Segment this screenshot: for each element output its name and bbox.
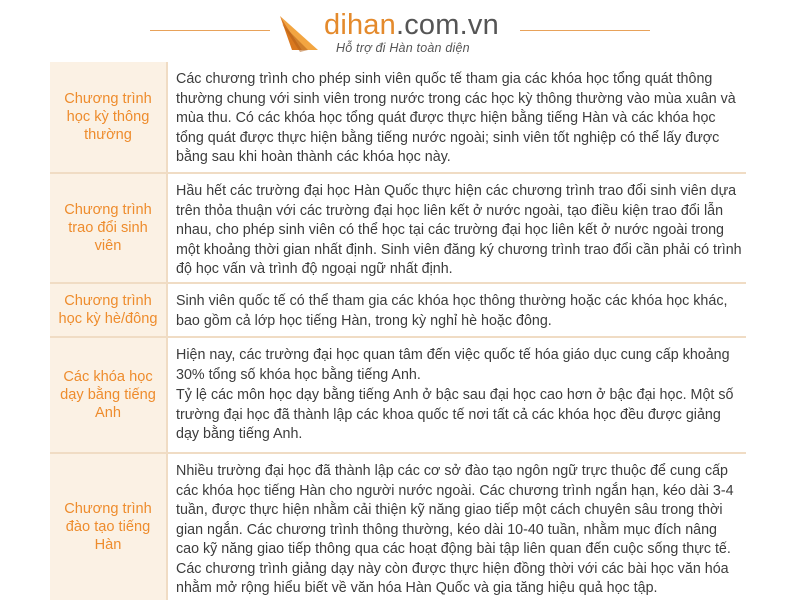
description-paragraph: Hiện nay, các trường đại học quan tâm đến việc quốc tế hóa giáo dục cung cấp khoảng 30% tổng số khóa học bằng tiếng Anh. xyxy=(176,347,730,383)
program-name: Các khóa học dạy bằng tiếng Anh xyxy=(50,338,168,452)
program-description xyxy=(170,284,746,336)
logo-domain-suffix: .com.vn xyxy=(395,9,499,41)
description-paragraph: Nhiều trường đại học đã thành lập các cơ sở đào tạo ngôn ngữ trực thuộc để cung cấp các khóa học tiếng Hàn cho người nước ngoài. Các chương trình ngắn hạn, kéo dài 3-4 tuần, được thực hiện nhằm cải thiện kỹ năng giao tiếp một cách chuyên sâu trong thời gian ngắn. Các chương trình thông thường, kéo dài 10-40 tuần, nhằm mục đích nâng cao kỹ năng giao tiếp thông qua các hoạt động bài tập liên quan đến cuộc sống thực tế. Các chương trình giảng dạy này còn được thực hiện đồng thời với các bài học văn hóa nhằm mở rộng hiểu biết về văn hóa Hàn Quốc và gia tăng hiệu quả học tập. xyxy=(176,463,734,596)
description-paragraph: Hầu hết các trường đại học Hàn Quốc thực hiện các chương trình trao đổi sinh viên dựa trên thỏa thuận với các trường đại học liên kết ở nước ngoài, tạo điều kiện trao đổi lẫn nhau, cho phép sinh viên có thể học tại các trường đại học liên kết ở nước ngoài trong một khoảng thời gian nhất định. Sinh viên đăng ký chương trình trao đổi cần phải có trình độ học vấn và trình độ ngoại ngữ nhất định. xyxy=(176,183,742,277)
program-name: Chương trình trao đổi sinh viên xyxy=(50,174,168,282)
program-description xyxy=(170,62,746,172)
table-row xyxy=(50,338,746,452)
header-divider-right xyxy=(520,30,650,31)
site-logo[interactable] xyxy=(278,8,528,62)
table-row xyxy=(50,174,746,282)
program-name: Chương trình đào tạo tiếng Hàn xyxy=(50,454,168,600)
paper-plane-wing-icon xyxy=(278,10,322,54)
header-divider-left xyxy=(150,30,270,31)
program-name: Chương trình học kỳ hè/đông xyxy=(50,284,168,336)
program-description xyxy=(170,174,746,282)
description-paragraph: Sinh viên quốc tế có thể tham gia các khóa học thông thường hoặc các khóa học khác, bao gồm cả lớp học tiếng Hàn, trong kỳ nghỉ hè hoặc đông. xyxy=(176,293,728,329)
program-description xyxy=(170,338,746,452)
program-table xyxy=(50,62,746,600)
description-paragraph: Các chương trình cho phép sinh viên quốc tế tham gia các khóa học tổng quát thông thường chung với sinh viên trong nước trong các học kỳ thông thường vào mùa xuân và mùa thu. Có các khóa học tổng quát được thực hiện bằng tiếng Hàn và các khóa học tổng quát được thực hiện bằng tiếng nước ngoài; sinh viên tốt nghiệp có thể lấy được bằng sau khi hoàn thành các khóa học này. xyxy=(176,71,736,165)
program-name: Chương trình học kỳ thông thường xyxy=(50,62,168,172)
program-description xyxy=(170,454,746,600)
table-row xyxy=(50,284,746,336)
table-row xyxy=(50,62,746,172)
description-paragraph: Tỷ lệ các môn học dạy bằng tiếng Anh ở bậc sau đại học cao hơn ở bậc đại học. Một số trường đại học đã thành lập các khoa quốc tế nơi tất cả các khóa học đều được giảng dạy bằng tiếng Anh. xyxy=(176,387,734,442)
site-header xyxy=(0,0,800,62)
logo-brand-text: dihan xyxy=(324,9,396,41)
logo-wordmark xyxy=(324,8,499,42)
logo-slogan: Hỗ trợ đi Hàn toàn diện xyxy=(336,41,470,55)
table-row xyxy=(50,454,746,600)
